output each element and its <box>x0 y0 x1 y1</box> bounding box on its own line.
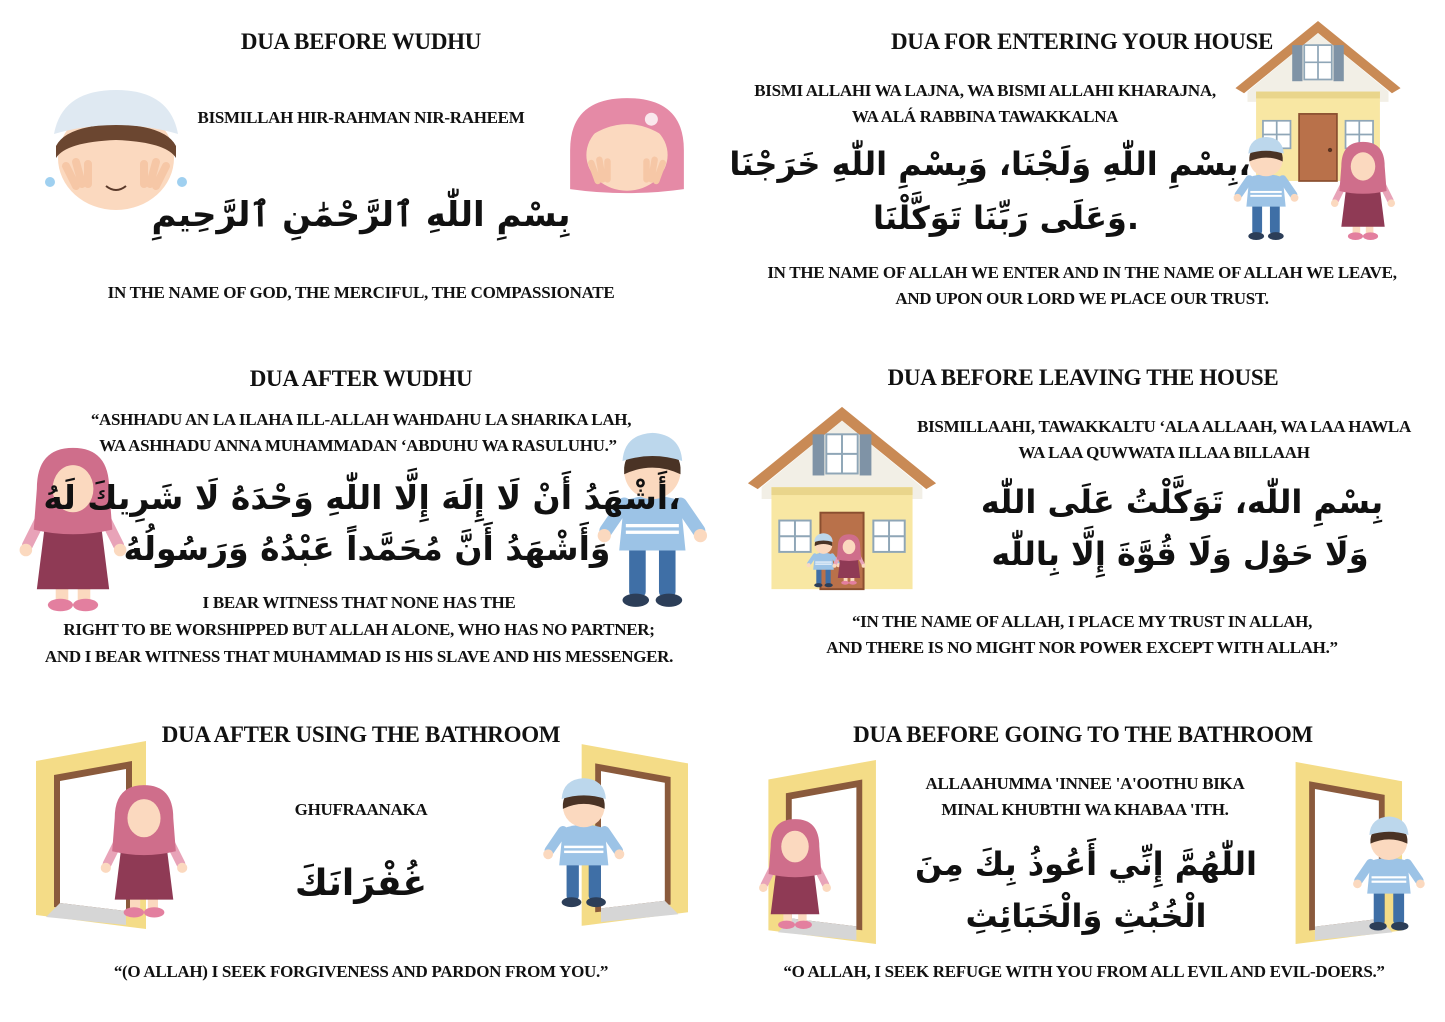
translation-line: “O ALLAH, I SEEK REFUGE WITH YOU FROM ALL EVIL AND EVIL-DOERS.” <box>783 962 1385 981</box>
transliteration-line: BISMI ALLAHI WA LAJNA, WA BISMI ALLAHI KHARAJNA, <box>754 81 1216 100</box>
translation-line: AND THERE IS NO MIGHT NOR POWER EXCEPT WITH ALLAH.” <box>826 638 1338 657</box>
girl-illustration <box>758 808 832 938</box>
girl-illustration <box>96 780 192 920</box>
translation-line: AND UPON OUR LORD WE PLACE OUR TRUST. <box>895 289 1269 308</box>
transliteration-line: WA ALÁ RABBINA TAWAKKALNA <box>851 107 1119 126</box>
card-title: DUA AFTER WUDHU <box>249 366 473 391</box>
translation-line: I BEAR WITNESS THAT NONE HAS THE <box>202 593 516 612</box>
arabic-line: اللّٰهُمَّ إِنِّي أَعُوذُ بِكَ مِنَ <box>915 845 1257 883</box>
arabic-line: أَشْهَدُ أَنْ لَا إِلَهَ إِلَّا اللّٰهِ وَحْدَهُ لَا شَرِيكَ لَهُ، <box>43 478 681 517</box>
transliteration-line: BISMILLAAHI, TAWAKKALTU ‘ALA ALLAAH, WA LAA HAWLA <box>917 417 1411 436</box>
translation-line: “(O ALLAH) I SEEK FORGIVENESS AND PARDON FROM YOU.” <box>113 962 609 981</box>
transliteration-line: GHUFRAANAKA <box>294 800 428 819</box>
girl-illustration <box>832 528 866 590</box>
arabic-line: وَعَلَى رَبِّنَا تَوَكَّلْنَا. <box>873 199 1139 237</box>
card-title: DUA FOR ENTERING YOUR HOUSE <box>890 29 1274 54</box>
girl-illustration <box>1330 138 1396 242</box>
transliteration-line: WA ASHHADU ANNA MUHAMMADAN ‘ABDUHU WA RASULUHU.” <box>99 436 617 455</box>
translation-line: IN THE NAME OF GOD, THE MERCIFUL, THE COMPASSIONATE <box>107 283 615 302</box>
translation-line: “IN THE NAME OF ALLAH, I PLACE MY TRUST IN ALLAH, <box>851 612 1313 631</box>
arabic-line: بِسْمِ اللّٰهِ ٱلرَّحْمَٰنِ ٱلرَّحِيمِ <box>151 195 571 235</box>
arabic-line: بِسْمِ اللّٰه، تَوَكَّلْتُ عَلَى اللّٰه <box>980 483 1384 521</box>
card-title: DUA BEFORE GOING TO THE BATHROOM <box>853 722 1313 747</box>
translation-line: IN THE NAME OF ALLAH WE ENTER AND IN THE NAME OF ALLAH WE LEAVE, <box>767 263 1397 282</box>
card-title: DUA BEFORE WUDHU <box>240 29 482 54</box>
arabic-line: غُفْرَانَكَ <box>294 863 428 904</box>
arabic-line: بِسْمِ اللّٰهِ وَلَجْنَا، وَبِسْمِ اللّٰهِ خَرَجْنَا، <box>729 145 1251 183</box>
boy-illustration <box>1352 806 1428 940</box>
translation-line: AND I BEAR WITNESS THAT MUHAMMAD IS HIS SLAVE AND HIS MESSENGER. <box>44 647 674 666</box>
transliteration-line: “ASHHADU AN LA ILAHA ILL-ALLAH WAHDAHU LA SHARIKA LAH, <box>90 410 632 429</box>
transliteration-line: WA LAA QUWWATA ILLAA BILLAAH <box>1018 443 1310 462</box>
girl-raising-finger-illustration <box>18 436 128 620</box>
girl-washing-face-illustration <box>562 86 692 206</box>
card-title: DUA AFTER USING THE BATHROOM <box>161 722 561 747</box>
arabic-line: وَأَشْهَدُ أَنَّ مُحَمَّداً عَبْدُهُ وَرَسُولُهُ <box>123 529 611 568</box>
arabic-line: الْخُبُثِ وَالْخَبَائِثِ <box>965 897 1207 935</box>
transliteration-line: BISMILLAH HIR-RAHMAN NIR-RAHEEM <box>197 108 525 127</box>
arabic-line: وَلَا حَوْل وَلَا قُوَّةَ إِلَّا بِاللّٰه <box>991 535 1369 573</box>
transliteration-line: ALLAAHUMMA 'INNEE 'A'OOTHU BIKA <box>925 774 1245 793</box>
translation-line: RIGHT TO BE WORSHIPPED BUT ALLAH ALONE, WHO HAS NO PARTNER; <box>63 620 655 639</box>
boy-illustration <box>542 772 628 912</box>
card-title: DUA BEFORE LEAVING THE HOUSE <box>887 365 1279 390</box>
transliteration-line: MINAL KHUBTHI WA KHABAA 'ITH. <box>941 800 1229 819</box>
